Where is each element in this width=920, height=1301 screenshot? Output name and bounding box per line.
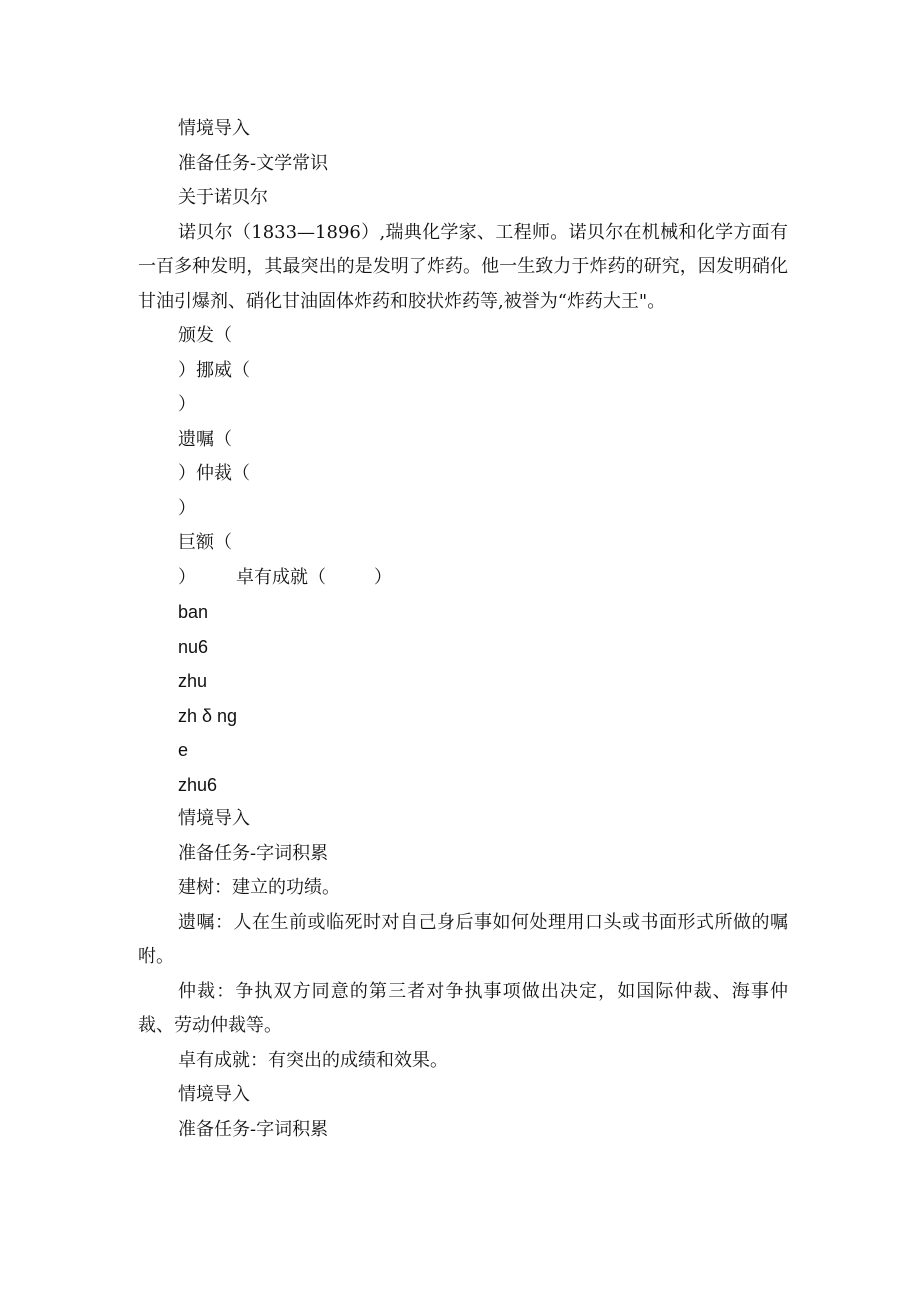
exercise-line: ）挪威（ [178, 359, 250, 381]
exercise-line: ） [178, 497, 196, 519]
pinyin-answer: zhu [178, 671, 208, 691]
section-heading: 情境导入 [178, 118, 250, 139]
section-heading: 情境导入 [178, 808, 250, 829]
pinyin-answer: nu6 [178, 636, 209, 657]
pinyin-answer: zh δ ng [178, 705, 238, 726]
topic-title: 关于诺贝尔 [178, 187, 268, 208]
pinyin-answer: ban [178, 602, 209, 622]
exercise-bracket: ） [178, 566, 196, 588]
exercise-line: 遗嘱（ [178, 428, 232, 450]
section-subheading: 准备任务-字词积累 [178, 1118, 329, 1140]
pinyin-answer: zhu6 [178, 774, 218, 795]
nobel-paragraph: 诺贝尔（1833—1896）,瑞典化学家、工程师。诺贝尔在机械和化学方面有一百多种发明，其最突出的是发明了炸药。他一生致力于炸药的研究，因发明硝化甘油引爆剂、硝化甘油固体炸药和胶状炸药等,被誉为“炸药大王"。 [138, 221, 788, 312]
definition-jianshu: 建树：建立的功绩。 [178, 877, 340, 898]
section-subheading: 准备任务-字词积累 [178, 842, 329, 864]
exercise-line: ）仲裁（ [178, 463, 250, 484]
definition-zhuoyouchengjiu: 卓有成就：有突出的成绩和效果。 [178, 1049, 448, 1071]
definition-zhongcai: 仲裁：争执双方同意的第三者对争执事项做出决定，如国际仲裁、海事仲裁、劳动仲裁等。 [138, 980, 788, 1036]
definition-yizhu: 遗嘱：人在生前或临死时对自己身后事如何处理用口头或书面形式所做的嘱咐。 [138, 911, 788, 967]
section-heading: 情境导入 [178, 1084, 250, 1105]
exercise-line: 颁发（ [178, 325, 232, 346]
document-body [138, 112, 788, 1147]
pinyin-answer: e [178, 740, 189, 760]
section-subheading: 准备任务-文学常识 [178, 152, 329, 174]
exercise-line [138, 561, 788, 596]
exercise-line: 巨额（ [178, 532, 232, 553]
exercise-line: ） [178, 394, 196, 415]
exercise-term: 卓有成就（ [236, 566, 326, 588]
exercise-bracket: ） [374, 566, 392, 588]
